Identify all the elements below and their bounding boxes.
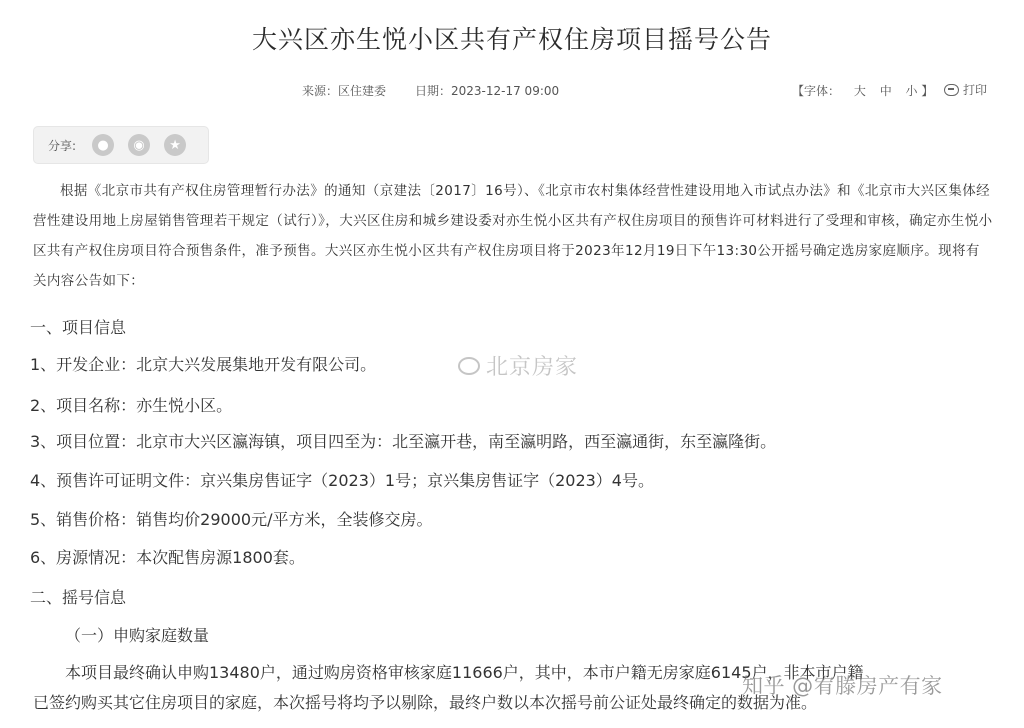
list-item: 6、房源情况：本次配售房源1800套。 [30, 548, 305, 567]
weibo-icon[interactable]: ◉ [128, 134, 150, 156]
article-body [33, 176, 993, 296]
wechat-icon[interactable]: ● [92, 134, 114, 156]
font-size-close: 】 [921, 84, 934, 98]
section-heading: 二、摇号信息 [30, 588, 127, 607]
intro-paragraph: 根据《北京市共有产权住房管理暂行办法》的通知（京建法〔2017〕16号）、《北京市农村集体经营性建设用地入市试点办法》和《北京市大兴区集体经营性建设用地上房屋销售管理若干规定（试行）》，大兴区住房和城乡建设委对亦生悦小区共有产权住房项目的预售许可材料进行了受理和审核，确定亦生悦小区共有产权住房项目符合预售条件，准予预售。大兴区亦生悦小区共有产权住房项目将于2023年12月19日下午13:30公开摇号确定选房家庭顺序。现将有关内容公告如下： [33, 183, 993, 289]
font-small-button[interactable]: 小 [905, 84, 918, 98]
print-icon [944, 84, 959, 96]
watermark-bottom: 知乎 @宥滕房产有家 [742, 674, 943, 698]
list-item: 4、预售许可证明文件：京兴集房售证字（2023）1号；京兴集房售证字（2023）4号。 [30, 471, 654, 490]
share-bar [33, 126, 209, 164]
font-size-label: 【字体： [792, 84, 841, 98]
source-label: 来源：区住建委 [302, 84, 387, 98]
share-label: 分享: [48, 138, 77, 153]
favorite-icon[interactable]: ★ [164, 134, 186, 156]
article-title: 大兴区亦生悦小区共有产权住房项目摇号公告 [251, 25, 772, 54]
watermark-center [458, 350, 578, 381]
print-button[interactable] [944, 81, 987, 98]
font-size-controls [792, 82, 933, 99]
paragraph-line: 本项目最终确认申购13480户，通过购房资格审核家庭11666户，其中，本市户籍无房家庭6145户，非本市户籍 [65, 663, 864, 682]
date-label: 日期：2023-12-17 09:00 [415, 84, 560, 98]
subsection-heading: （一）申购家庭数量 [65, 626, 210, 645]
font-medium-button[interactable]: 中 [879, 84, 892, 98]
list-item: 1、开发企业：北京大兴发展集地开发有限公司。 [30, 355, 377, 374]
list-item: 5、销售价格：销售均价29000元/平方米，全装修交房。 [30, 510, 433, 529]
paragraph-line: 已签约购买其它住房项目的家庭，本次摇号将均予以剔除，最终户数以本次摇号前公证处最终确定的数据为准。 [33, 693, 818, 712]
weibo-logo-icon [458, 357, 480, 375]
font-large-button[interactable]: 大 [853, 84, 866, 98]
section-heading: 一、项目信息 [30, 318, 127, 337]
list-item: 2、项目名称：亦生悦小区。 [30, 396, 233, 415]
print-label: 打印 [963, 83, 988, 97]
article-meta [0, 82, 1024, 102]
watermark-center-text: 北京房家 [486, 355, 579, 380]
list-item: 3、项目位置：北京市大兴区瀛海镇，项目四至为：北至瀛开巷，南至瀛明路，西至瀛通街，东至瀛隆街。 [30, 432, 777, 451]
